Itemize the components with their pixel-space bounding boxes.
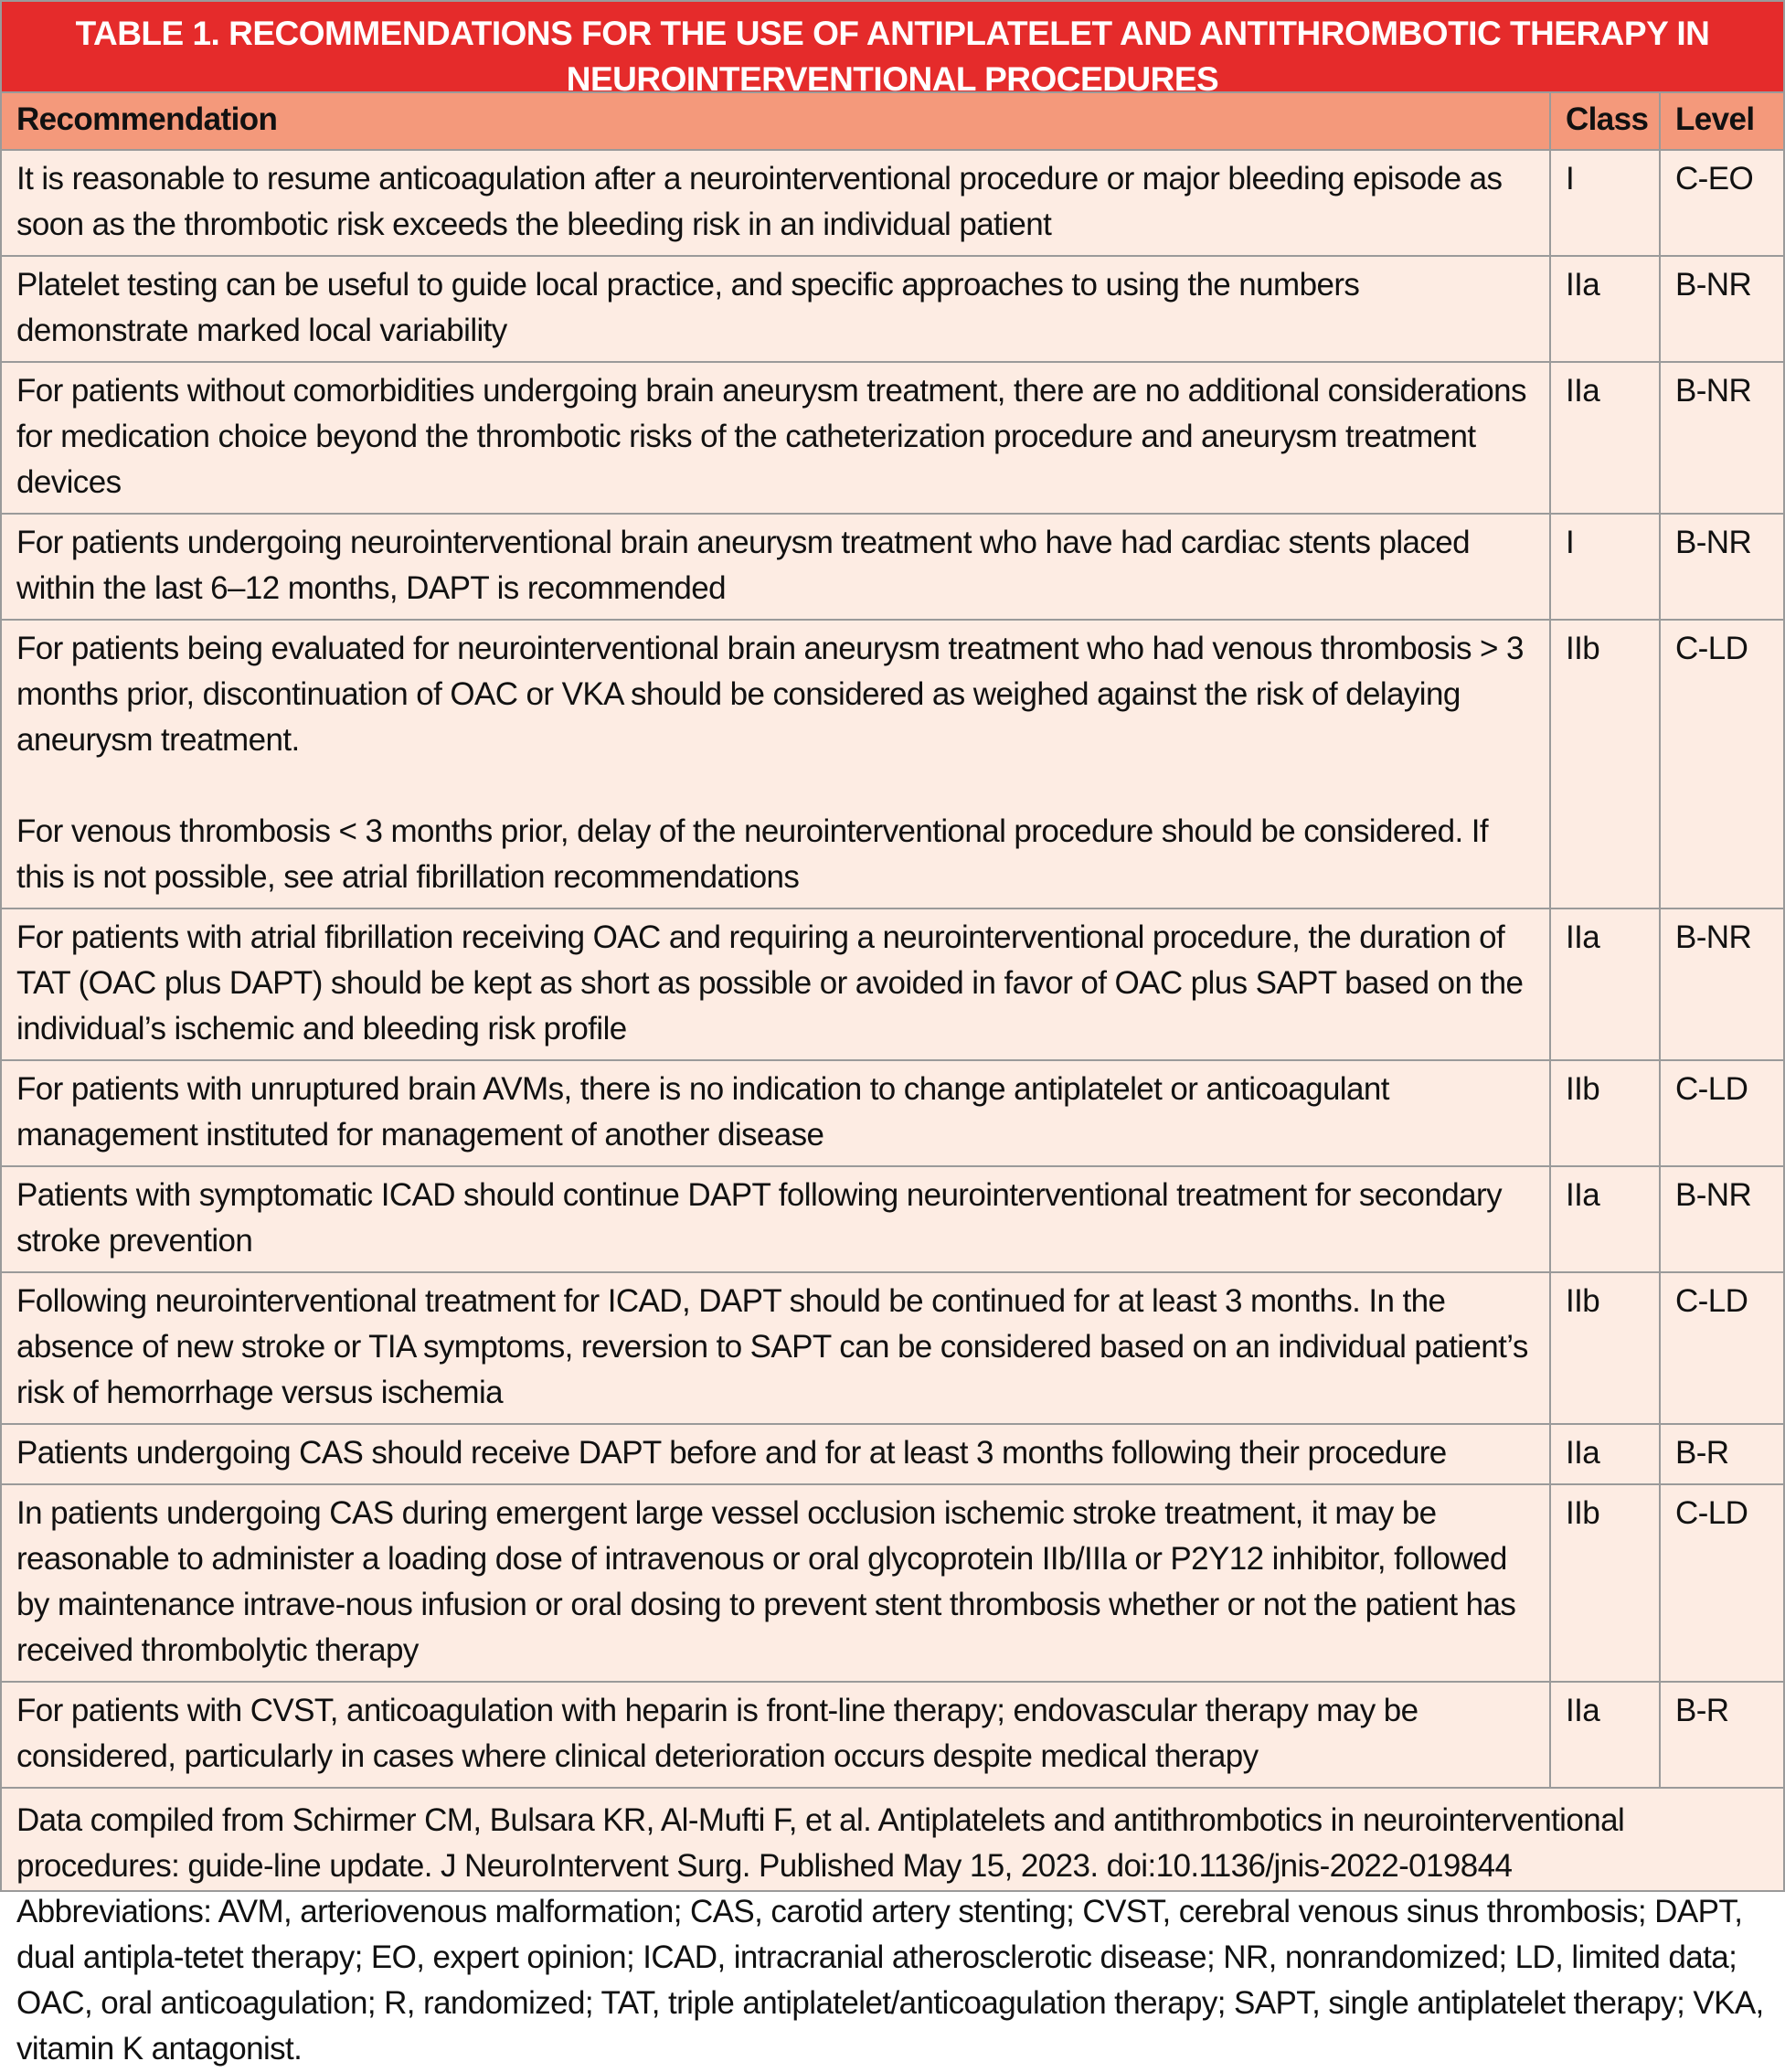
level-cell: C-EO xyxy=(1660,150,1783,256)
class-cell: IIa xyxy=(1550,908,1660,1060)
class-cell: IIb xyxy=(1550,620,1660,908)
recommendation-cell: For patients with CVST, anticoagulation with heparin is front-line therapy; endovascular therapy may be considered, particularly in cases where clinical deterioration occurs despite medical therapy xyxy=(2,1682,1550,1788)
table-title: TABLE 1. RECOMMENDATIONS FOR THE USE OF ANTIPLATELET AND ANTITHROMBOTIC THERAPY IN NEUROINTERVENTIONAL PROCEDURES xyxy=(2,2,1783,93)
table-row xyxy=(2,150,1783,256)
level-cell: B-R xyxy=(1660,1424,1783,1484)
level-cell: B-NR xyxy=(1660,908,1783,1060)
class-cell: I xyxy=(1550,150,1660,256)
table-row xyxy=(2,514,1783,620)
class-cell: IIa xyxy=(1550,1682,1660,1788)
class-cell: IIb xyxy=(1550,1060,1660,1166)
class-cell: I xyxy=(1550,514,1660,620)
source-note: Data compiled from Schirmer CM, Bulsara KR, Al-Mufti F, et al. Antiplatelets and antithrombotics in neurointerventional procedures: guide-line update. J NeuroIntervent Surg. Published May 15, 2023. doi:10.1136/jnis-2022-019844 xyxy=(16,1802,1625,1884)
recommendation-cell: Platelet testing can be useful to guide local practice, and specific approaches to using the numbers demonstrate marked local variability xyxy=(2,256,1550,362)
recommendation-cell xyxy=(2,620,1550,908)
table-row xyxy=(2,1484,1783,1682)
class-cell: IIa xyxy=(1550,1424,1660,1484)
header-class: Class xyxy=(1550,93,1660,150)
recommendations-grid xyxy=(2,93,1783,1789)
table-row xyxy=(2,362,1783,514)
header-level: Level xyxy=(1660,93,1783,150)
level-cell: B-NR xyxy=(1660,362,1783,514)
level-cell: C-LD xyxy=(1660,1484,1783,1682)
level-cell: B-NR xyxy=(1660,1166,1783,1272)
level-cell: B-NR xyxy=(1660,514,1783,620)
recommendation-cell: Patients undergoing CAS should receive DAPT before and for at least 3 months following their procedure xyxy=(2,1424,1550,1484)
recommendation-cell: For patients with atrial fibrillation receiving OAC and requiring a neurointerventional procedure, the duration of TAT (OAC plus DAPT) should be kept as short as possible or avoided in favor of OAC plus SAPT based on the individual’s ischemic and bleeding risk profile xyxy=(2,908,1550,1060)
level-cell: B-NR xyxy=(1660,256,1783,362)
recommendation-paragraph-2: For venous thrombosis < 3 months prior, delay of the neurointerventional procedure should be considered. If this is not possible, see atrial fibrillation recommendations xyxy=(16,813,1488,895)
recommendation-paragraph-1: For patients being evaluated for neurointerventional brain aneurysm treatment who had venous thrombosis > 3 months prior, discontinuation of OAC or VKA should be considered as weighed against the risk of delaying aneurysm treatment. xyxy=(16,631,1524,758)
table-row xyxy=(2,1682,1783,1788)
recommendation-cell: Following neurointerventional treatment for ICAD, DAPT should be continued for at least 3 months. In the absence of new stroke or TIA symptoms, reversion to SAPT can be considered based on an individual patient’s risk of hemorrhage versus ischemia xyxy=(2,1272,1550,1424)
class-cell: IIb xyxy=(1550,1484,1660,1682)
recommendation-cell: Patients with symptomatic ICAD should continue DAPT following neurointerventional treatment for secondary stroke prevention xyxy=(2,1166,1550,1272)
class-cell: IIa xyxy=(1550,256,1660,362)
table-row xyxy=(2,1424,1783,1484)
table-row xyxy=(2,256,1783,362)
class-cell: IIb xyxy=(1550,1272,1660,1424)
recommendation-cell: In patients undergoing CAS during emergent large vessel occlusion ischemic stroke treatment, it may be reasonable to administer a loading dose of intravenous or oral glycoprotein IIb/IIIa or P2Y12 inhibitor, followed by maintenance intrave-nous infusion or oral dosing to prevent stent thrombosis whether or not the patient has received thrombolytic therapy xyxy=(2,1484,1550,1682)
recommendation-cell: For patients undergoing neurointerventional brain aneurysm treatment who have had cardiac stents placed within the last 6–12 months, DAPT is recommended xyxy=(2,514,1550,620)
recommendation-cell: For patients with unruptured brain AVMs, there is no indication to change antiplatelet or anticoagulant management instituted for management of another disease xyxy=(2,1060,1550,1166)
recommendation-cell: It is reasonable to resume anticoagulation after a neurointerventional procedure or major bleeding episode as soon as the thrombotic risk exceeds the bleeding risk in an individual patient xyxy=(2,150,1550,256)
level-cell: C-LD xyxy=(1660,1060,1783,1166)
table-row xyxy=(2,620,1783,908)
level-cell: B-R xyxy=(1660,1682,1783,1788)
level-cell: C-LD xyxy=(1660,1272,1783,1424)
class-cell: IIa xyxy=(1550,1166,1660,1272)
table-row xyxy=(2,1166,1783,1272)
header-recommendation: Recommendation xyxy=(2,93,1550,150)
table-row xyxy=(2,908,1783,1060)
table-footnotes xyxy=(2,1789,1783,2072)
recommendation-cell: For patients without comorbidities undergoing brain aneurysm treatment, there are no additional considerations for medication choice beyond the thrombotic risks of the catheterization procedure and aneurysm treatment devices xyxy=(2,362,1550,514)
table-row xyxy=(2,1060,1783,1166)
level-cell: C-LD xyxy=(1660,620,1783,908)
table-row xyxy=(2,1272,1783,1424)
class-cell: IIa xyxy=(1550,362,1660,514)
abbreviations-note: Abbreviations: AVM, arteriovenous malformation; CAS, carotid artery stenting; CVST, cerebral venous sinus thrombosis; DAPT, dual antipla-tetet therapy; EO, expert opinion; ICAD, intracranial atherosclerotic disease; NR, nonrandomized; LD, limited data; OAC, oral anticoagulation; R, randomized; TAT, triple antiplatelet/anticoagulation therapy; SAPT, single antiplatelet therapy; VKA, vitamin K antagonist. xyxy=(16,1894,1764,2067)
